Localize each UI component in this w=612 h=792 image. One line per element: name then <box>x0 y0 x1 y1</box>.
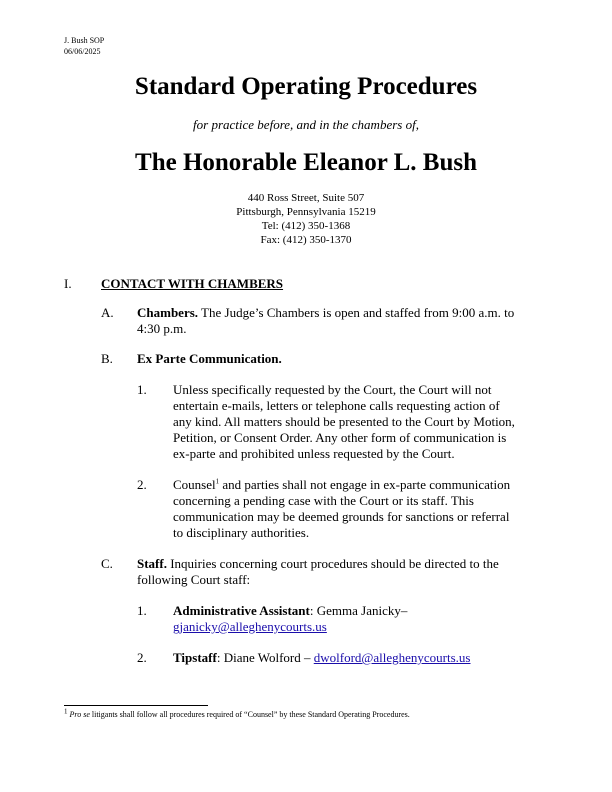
footnote-ref[interactable]: 1 <box>215 477 220 486</box>
item-c2-label: 2. <box>137 650 147 665</box>
item-b1-line: entertain e-mails, letters or telephone calls requesting action of <box>173 398 500 413</box>
item-b-heading: Ex Parte Communication. <box>137 351 282 366</box>
item-b1-line: Petition, or Consent Order. Any other form of communication is <box>173 430 507 445</box>
item-b2-line: to disciplinary authorities. <box>173 525 310 540</box>
section-heading: CONTACT WITH CHAMBERS <box>101 276 284 291</box>
admin-assistant-email-link[interactable]: gjanicky@alleghenycourts.us <box>173 619 327 634</box>
item-c1-line-1 <box>173 603 407 619</box>
tipstaff-name: : Diane Wolford – <box>216 650 314 665</box>
address-tel: Tel: (412) 350-1368 <box>261 220 351 232</box>
item-c-line-2: following Court staff: <box>137 572 251 587</box>
judge-name: The Honorable Eleanor L. Bush <box>135 149 477 176</box>
header-line-1: J. Bush SOP <box>64 36 105 45</box>
admin-assistant-name: : Gemma Janicky– <box>309 603 408 618</box>
item-c-line-1 <box>137 556 499 572</box>
item-c2-line <box>173 650 471 666</box>
footnote-divider <box>64 705 208 706</box>
address-city: Pittsburgh, Pennsylvania 15219 <box>236 206 376 218</box>
footnote-marker: 1 <box>64 707 68 716</box>
item-b2-line: concerning a pending case with the Court or its staff. This <box>173 493 474 508</box>
item-c1-line-2 <box>173 619 327 635</box>
item-a-text: The Judge’s Chambers is open and staffed from 9:00 a.m. to <box>198 305 515 320</box>
tipstaff-title: Tipstaff <box>173 650 217 665</box>
footnote <box>64 707 410 720</box>
section-number: I. <box>64 276 72 291</box>
item-a-line-2: 4:30 p.m. <box>137 321 187 336</box>
page-subtitle: for practice before, and in the chambers of, <box>193 117 419 132</box>
admin-assistant-title: Administrative Assistant <box>173 603 310 618</box>
item-b1-label: 1. <box>137 382 147 397</box>
footnote-text: litigants shall follow all procedures required of “Counsel” by these Standard Operating Procedures. <box>89 710 410 719</box>
item-b2-text: and parties shall not engage in ex-parte communication <box>219 477 511 492</box>
item-a-label: A. <box>101 305 114 320</box>
item-b1-line: Unless specifically requested by the Court, the Court will not <box>173 382 492 397</box>
item-a-line-1 <box>137 305 514 321</box>
address-fax: Fax: (412) 350-1370 <box>260 234 352 246</box>
item-b2-line: communication may be deemed grounds for sanctions or referral <box>173 509 510 524</box>
item-b2-label: 2. <box>137 477 147 492</box>
counsel-word: Counsel <box>173 477 216 492</box>
address-street: 440 Ross Street, Suite 507 <box>247 192 365 204</box>
header-date: 06/06/2025 <box>64 47 101 56</box>
item-b1-line: any kind. All matters should be presented to the Court by Motion, <box>173 414 515 429</box>
item-b2-line <box>173 477 510 493</box>
item-c-bold: Staff. <box>137 556 167 571</box>
item-c-text: Inquiries concerning court procedures should be directed to the <box>166 556 499 571</box>
tipstaff-email-link[interactable]: dwolford@alleghenycourts.us <box>313 650 471 665</box>
item-a-bold: Chambers. <box>137 305 199 320</box>
item-c1-label: 1. <box>137 603 147 618</box>
item-c-label: C. <box>101 556 113 571</box>
item-b1-line: ex-parte and prohibited unless requested by the Court. <box>173 446 455 461</box>
item-b-label: B. <box>101 351 113 366</box>
page-title: Standard Operating Procedures <box>134 73 478 100</box>
footnote-italic: Pro se <box>69 710 90 719</box>
